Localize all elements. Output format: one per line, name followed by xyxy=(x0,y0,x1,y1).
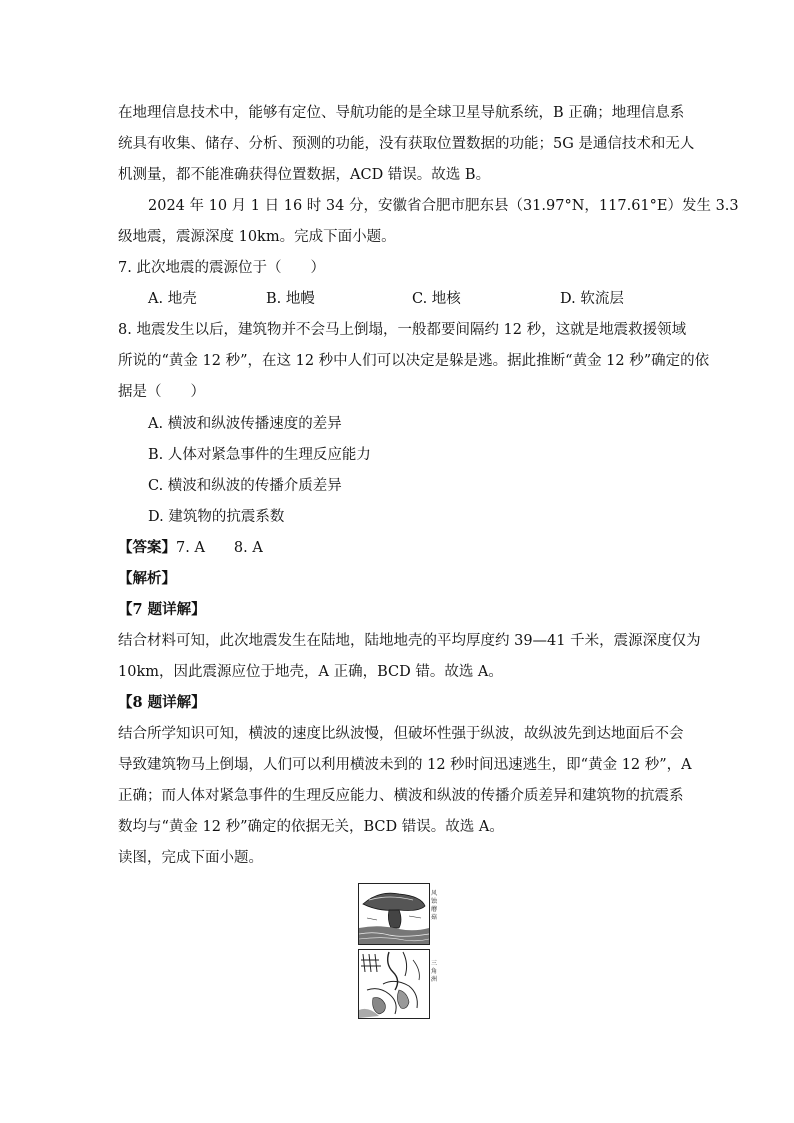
q7-option-a: A. 地壳 xyxy=(148,291,197,307)
question-8-stem-line: 据是（ ） xyxy=(118,384,205,400)
q7-detail-line: 结合材料可知，此次地震发生在陆地，陆地地壳的平均厚度约 39—41 千米，震源深度仅为 xyxy=(118,633,701,649)
analysis-label: 【解析】 xyxy=(118,570,176,587)
question-8-stem-line: 所说的“黄金 12 秒”，在这 12 秒中人们可以决定是躲是逃。据此推断“黄金 12 秒”确定的依 xyxy=(118,353,710,369)
q8-detail-line: 正确；而人体对紧急事件的生理反应能力、横波和纵波的传播介质差异和建筑物的抗震系 xyxy=(118,788,684,804)
figure-caption-bottom: 三角洲 xyxy=(431,960,438,983)
mushroom-rock-sketch xyxy=(358,883,438,945)
material-line: 2024 年 10 月 1 日 16 时 34 分，安徽省合肥市肥东县（31.97°N，117.61°E）发生 3.3 xyxy=(148,198,739,214)
q7-detail-label: 【7 题详解】 xyxy=(118,601,206,618)
figure-caption-top: 风蚀蘑菇 xyxy=(431,890,438,921)
q7-option-d: D. 软流层 xyxy=(560,291,624,307)
q8-detail-label: 【8 题详解】 xyxy=(118,694,206,711)
q7-option-c: C. 地核 xyxy=(412,291,461,307)
read-figure-prompt: 读图，完成下面小题。 xyxy=(118,850,263,866)
intro-line: 在地理信息技术中，能够有定位、导航功能的是全球卫星导航系统，B 正确；地理信息系 xyxy=(118,105,685,121)
q7-detail-line: 10km，因此震源应位于地壳，A 正确，BCD 错。故选 A。 xyxy=(118,664,503,680)
q8-detail-line: 数均与“黄金 12 秒”确定的依据无关，BCD 错误。故选 A。 xyxy=(118,819,504,835)
mushroom-rock-illustration xyxy=(359,884,429,944)
intro-line: 统具有收集、储存、分析、预测的功能，没有获取位置数据的功能；5G 是通信技术和无人 xyxy=(118,136,695,152)
intro-line: 机测量，都不能准确获得位置数据，ACD 错误。故选 B。 xyxy=(118,167,491,183)
q8-detail-line: 结合所学知识可知，横波的速度比纵波慢，但破坏性强于纵波，故纵波先到达地面后不会 xyxy=(118,726,684,742)
material-line: 级地震，震源深度 10km。完成下面小题。 xyxy=(118,229,396,245)
answer-line xyxy=(118,538,263,558)
q8-detail-line: 导致建筑物马上倒塌，人们可以利用横波未到的 12 秒时间迅速逃生，即“黄金 12 秒”，A xyxy=(118,757,692,773)
landform-figure xyxy=(358,883,440,1019)
q8-option-c: C. 横波和纵波的传播介质差异 xyxy=(148,478,342,494)
q8-option-a: A. 横波和纵波传播速度的差异 xyxy=(148,416,342,432)
question-8-stem-line: 8. 地震发生以后，建筑物并不会马上倒塌，一般都要间隔约 12 秒，这就是地震救援领域 xyxy=(118,322,687,338)
delta-illustration xyxy=(359,950,429,1018)
q8-option-d: D. 建筑物的抗震系数 xyxy=(148,509,285,525)
q7-option-b: B. 地幔 xyxy=(266,291,315,307)
q8-option-b: B. 人体对紧急事件的生理反应能力 xyxy=(148,447,371,463)
answer-value: 7. A 8. A xyxy=(176,540,263,556)
question-7-stem: 7. 此次地震的震源位于（ ） xyxy=(118,260,325,276)
answer-label: 【答案】 xyxy=(118,539,176,556)
delta-sketch xyxy=(358,949,438,1019)
